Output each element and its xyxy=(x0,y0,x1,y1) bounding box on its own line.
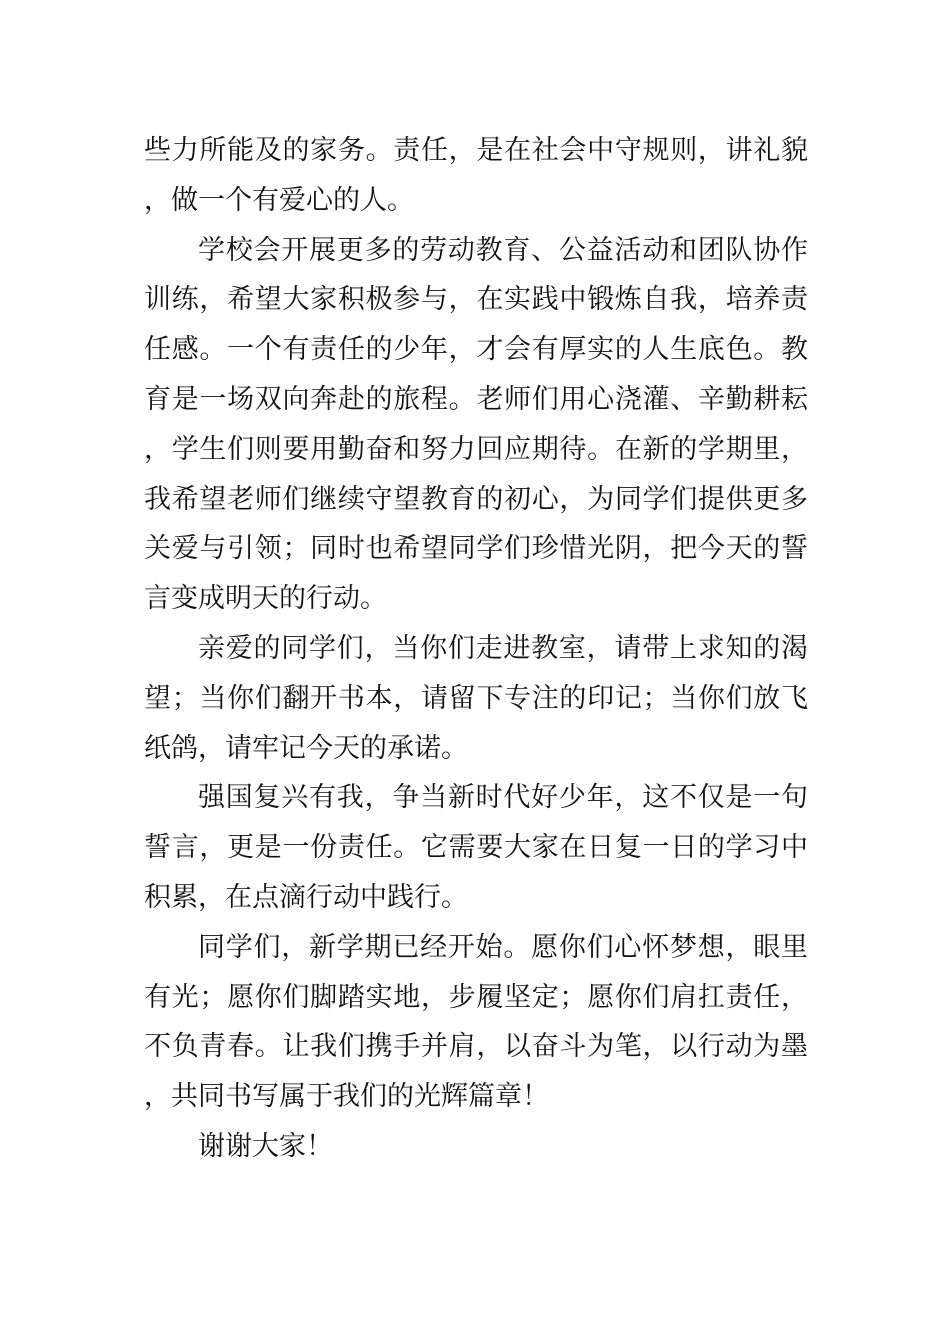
paragraph-continued: 些力所能及的家务。责任，是在社会中守规则，讲礼貌，做一个有爱心的人。 xyxy=(144,135,808,216)
paragraph-school-activities: 学校会开展更多的劳动教育、公益活动和团队协作训练，希望大家积极参与，在实践中锻炼自我，培养责任感。一个有责任的少年，才会有厚实的人生底色。教育是一场双向奔赴的旅程。老师们用心浇灌、辛勤耕耘，学生们则要用勤奋和努力回应期待。在新的学期里，我希望老师们继续守望教育的初心，为同学们提供更多关爱与引领；同时也希望同学们珍惜光阴，把今天的誓言变成明天的行动。 xyxy=(144,234,808,615)
paragraph-new-semester: 同学们，新学期已经开始。愿你们心怀梦想，眼里有光；愿你们脚踏实地，步履坚定；愿你们肩扛责任，不负青春。让我们携手并肩，以奋斗为笔，以行动为墨，共同书写属于我们的光辉篇章！ xyxy=(144,931,808,1113)
paragraph-national-rejuvenation: 强国复兴有我，争当新时代好少年，这不仅是一句誓言，更是一份责任。它需要大家在日复一日的学习中积累，在点滴行动中践行。 xyxy=(144,782,808,913)
paragraph-dear-students: 亲爱的同学们，当你们走进教室，请带上求知的渴望；当你们翻开书本，请留下专注的印记；当你们放飞纸鸽，请牢记今天的承诺。 xyxy=(144,632,808,764)
document-body xyxy=(144,126,808,1172)
paragraph-thanks: 谢谢大家！ xyxy=(198,1130,333,1162)
